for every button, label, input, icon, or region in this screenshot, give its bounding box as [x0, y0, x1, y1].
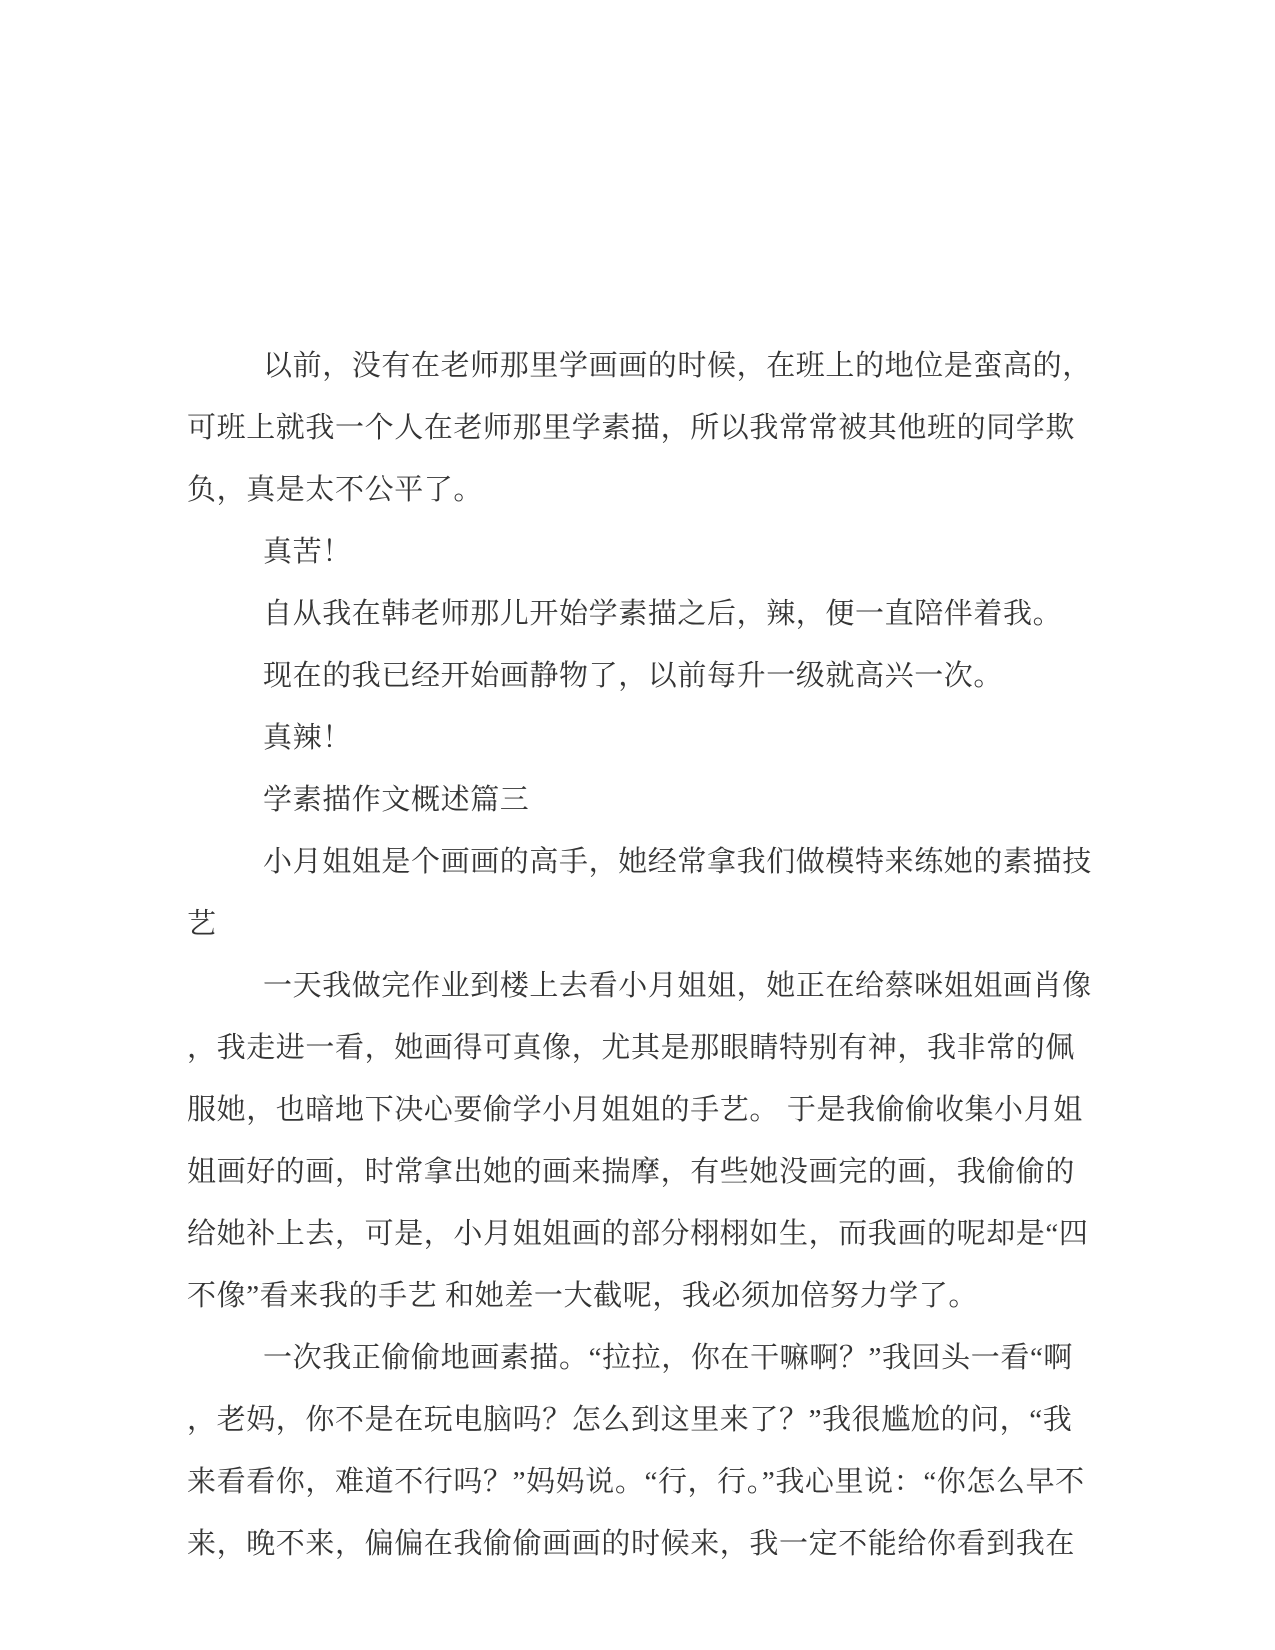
text-line: 负，真是太不公平了。	[187, 474, 484, 506]
text-line: 自从我在韩老师那儿开始学素描之后，辣，便一直陪伴着我。	[263, 598, 1063, 630]
text-line: 姐画好的画，时常拿出她的画来揣摩，有些她没画完的画，我偷偷的	[187, 1156, 1076, 1188]
text-line: 真辣！	[263, 722, 352, 754]
text-line: 现在的我已经开始画静物了，以前每升一级就高兴一次。	[263, 660, 1004, 692]
text-line: 来，晚不来，偏偏在我偷偷画画的时候来，我一定不能给你看到我在	[187, 1528, 1076, 1560]
text-line: 学素描作文概述篇三	[263, 784, 530, 816]
text-line: 服她，也暗地下决心要偷学小月姐姐的手艺。 于是我偷偷收集小月姐	[187, 1094, 1083, 1126]
text-line: ，老妈，你不是在玩电脑吗？怎么到这里来了？”我很尴尬的问，“我	[187, 1404, 1073, 1436]
text-line: 小月姐姐是个画画的高手，她经常拿我们做模特来练她的素描技	[263, 846, 1092, 878]
text-line: 不像”看来我的手艺 和她差一大截呢，我必须加倍努力学了。	[187, 1280, 978, 1312]
text-line: 一天我做完作业到楼上去看小月姐姐，她正在给蔡咪姐姐画肖像	[263, 970, 1092, 1002]
text-line: 真苦！	[263, 536, 352, 568]
text-line: 艺	[187, 908, 217, 940]
text-line: 来看看你，难道不行吗？”妈妈说。“行，行。”我心里说：“你怎么早不	[187, 1466, 1085, 1498]
text-line: 给她补上去，可是，小月姐姐画的部分栩栩如生，而我画的呢却是“四	[187, 1218, 1089, 1250]
text-line: 一次我正偷偷地画素描。“拉拉，你在干嘛啊？”我回头一看“啊	[263, 1342, 1074, 1374]
text-line: 可班上就我一个人在老师那里学素描，所以我常常被其他班的同学欺	[187, 412, 1076, 444]
text-line: 以前，没有在老师那里学画画的时候，在班上的地位是蛮高的，	[263, 350, 1092, 382]
text-line: ，我走进一看，她画得可真像，尤其是那眼睛特别有神，我非常的佩	[187, 1032, 1076, 1064]
essay-text-block	[187, 149, 1132, 1575]
